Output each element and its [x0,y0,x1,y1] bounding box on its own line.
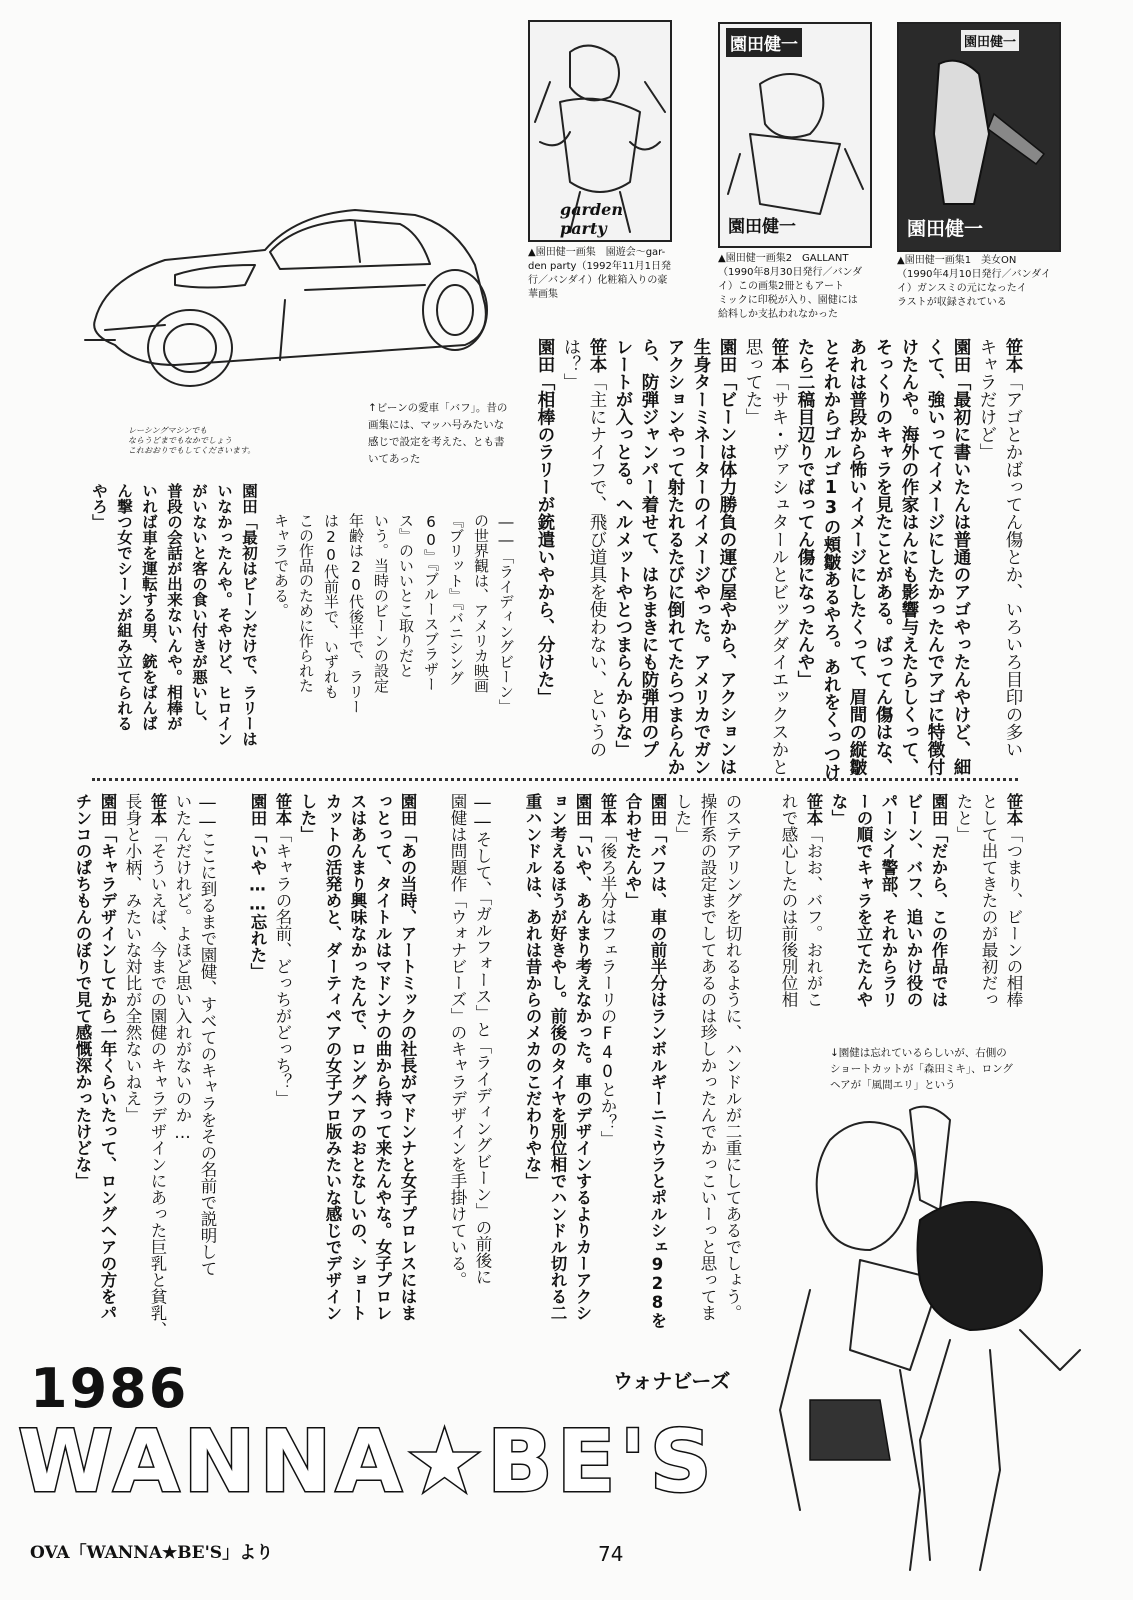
title-main: WANNA★BE'S [18,1412,716,1512]
narration-line: 60』『ブルースブラザー [422,513,440,692]
dialogue-line: ーの順でキャラを立てたんや [854,793,873,1008]
dialogue-line: たと」 [954,793,973,843]
car-handwritten-note: レーシングマシンでも ならうどまでもなかでしょう これおおりでもしてくださいます。 [128,426,256,455]
dialogue-line: いれば車を運転する男、銃をばんば [140,483,158,731]
narration-line: この作品のために作られた [297,513,315,693]
book-cover-subtitle: 園田健一 [907,218,984,240]
dialogue-line: カットの活発めと、ダーティペアの女子プロ版みたいな感じでデザイン [323,793,342,1321]
book-cover-bijo-on [897,22,1061,252]
dialogue-line: 「いや……忘れた」 [248,826,267,980]
dialogue-line: した」 [298,793,317,843]
dialogue-speaker: 笹本 [804,793,823,826]
source-credit: OVA「WANNA★BE'S」より [30,1543,274,1563]
dialogue-line: 「つまり、ビーンの相棒 [1004,826,1023,1008]
dialogue-line: 思ってた」 [743,338,763,426]
dialogue-line: ビーン、バフ、追いかけ役の [904,793,923,1008]
title-year: 1986 [30,1357,189,1420]
book-cover-subtitle: 園田健一 [728,217,796,237]
narration-line: 園健は問題作「ウォナビーズ」のキャラデザインを手掛けている。 [448,793,467,1288]
dialogue-line: 「相棒のラリーが銃遣いやから、分けた」 [535,373,555,706]
dialogue-line: 「アゴとかばってん傷とか、いろいろ目印の多い [1003,373,1023,758]
dialogue-speaker: 園田 [573,793,592,826]
dialogue-line: ら、防弾ジャンパー着せて、はちまきにも防弾用のプ [639,338,659,758]
car-illustration [55,200,505,410]
dialogue-line: した」 [673,793,692,843]
dialogue-speaker: 園田 [929,793,948,826]
dialogue-speaker: 園田 [535,338,555,373]
dialogue-speaker: 笹本 [587,338,607,373]
dialogue-line: 操作系の設定までしてあるのは珍しかったんでかっこいーっと思ってま [698,793,717,1321]
dialogue-speaker: 笹本 [273,793,292,826]
dialogue-speaker: 園田 [240,483,258,514]
dialogue-line: 「おお、バフ。おれがこ [804,826,823,1008]
dialogue-line: っとって、タイトルはマドンナの曲から持って来たんやな。女子プロレ [373,793,392,1321]
dialogue-speaker: 園田 [951,338,971,373]
book-cover-title: 園田健一 [961,30,1019,51]
dialogue-line: 「バフは、車の前半分はランボルギーニミウラとポルシェ928を [648,826,667,1329]
narration-block-1 [268,513,518,778]
narration-line: いう。当時のビーンの設定 [372,513,390,693]
book-cover-garden-party [528,20,672,242]
dialogue-line: あれは普段から怖いイメージにしたくって、眉間の縦皺 [847,338,867,776]
interview-upper-block [532,338,1026,781]
dialogue-line: 重ハンドルは、あれは昔からのメカのこだわりやな」 [523,793,542,1189]
dialogue-line: パーシイ警部、それからラリ [879,793,898,1008]
narration-line: いたんだけれど。よほど思い入れがないのか… [173,793,192,1142]
dialogue-line: レートが入っとる。ヘルメットやとつまらんからな」 [613,338,633,758]
dialogue-line: として出てきたのが最初だっ [979,793,998,1008]
dialogue-line: キャラだけど」 [977,338,997,461]
dialogue-line: 普段の会話が出来ないんや。相棒が [165,483,183,731]
narration-line: キャラである。 [272,513,290,618]
dialogue-speaker: 笹本 [1003,338,1023,373]
book-cover-gallant [718,22,872,248]
page-number: 74 [598,1542,624,1566]
dialogue-line: な」 [829,793,848,826]
dialogue-line: 「キャラデザインしてから一年くらいたって、ロングヘアの方をパ [98,826,117,1321]
dialogue-line: 合わせたんや」 [623,793,642,909]
dialogue-line: けたんや。海外の作家はんにも影響与えたらしくって、 [899,338,919,776]
dialogue-line: チンコのぱちもんのぼりで見て感慨深かったけどな」 [73,793,92,1189]
book-caption-3: ▲園田健一画集1 美女ON （1990年4月10日発行／バンダイ イ）ガンスミの元になったイ ラストが収録されている [897,255,1051,308]
dialogue-speaker: 園田 [648,793,667,826]
dialogue-line: 「後ろ半分はフェラーリのF40とか？」 [598,826,617,1147]
narration-line: ――ここに到るまで園健、すべてのキャラをその名前で説明して [198,793,217,1277]
narration-line: の世界観は、アメリカ映画 [472,513,490,693]
dialogue-line: ョン考えるほうが好きやし。前後のタイヤを別位相でハンドル切れる二 [548,793,567,1321]
dialogue-line: がいないと客の食い付きが悪いし、 [190,483,208,731]
book-cover-title: 園田健一 [726,28,802,57]
dialogue-speaker: 笹本 [598,793,617,826]
dialogue-line: 「最初に書いたんは普通のアゴやったんやけど、細 [951,373,971,776]
dialogue-speaker: 笹本 [148,793,167,826]
dialogue-line: スはあんまり興味なかったんで、ロングヘアのおとなしいの、ショート [348,793,367,1321]
dialogue-line: 「最初はビーンだけで、ラリーは [240,514,258,747]
dialogue-line: 「キャラの名前、どっちがどっち？」 [273,826,292,1107]
book-cover-title: garden party [560,200,623,238]
dialogue-line: そっくりのキャラを見たことがある。ばってん傷はな、 [873,338,893,776]
dialogue-line: れで感心したのは前後別位相 [779,793,798,1008]
dialogue-line: 「そういえば、今までの園健のキャラデザインにあった巨乳と貧乳、 [148,826,167,1338]
dialogue-speaker: 笹本 [769,338,789,373]
dialogue-line: 「サキ・ヴァシュタールとビッグダイエックスかと [769,373,789,776]
characters-illustration [770,1100,1100,1590]
dialogue-speaker: 園田 [717,338,737,373]
dialogue-line: ん撃つ女でシーンが組み立てられる [115,483,133,731]
dialogue-line: たら二稿目辺りでばってん傷になったんや」 [795,338,815,688]
narration-line: は20代前半で、いずれも [322,513,340,699]
dialogue-speaker: 園田 [248,793,267,826]
car-caption: ↑ビーンの愛車「バフ」。昔の 画集には、マッハ号みたいな 感じで設定を考えた、とも書 いてあった [368,402,508,465]
narration-line: 『ブリット』『バニシング [447,513,465,686]
dialogue-line: のステアリングを切れるように、ハンドルが二重にしてあるでしょう。 [723,793,742,1321]
narration-line: 年齢は20代後半で、ラリー [347,513,365,714]
dialogue-line: 「いや、あんまり考えなかった。車のデザインするよりカーアクシ [573,826,592,1321]
interview-upper-left-block [86,483,261,779]
dialogue-line: は？」 [561,338,581,391]
dialogue-line: 「ビーンは体力勝負の運び屋やから、アクションは [717,373,737,776]
dialogue-line: 生身ターミネーターのイメージやった。アメリカでガン [691,338,711,776]
dialogue-speaker: 園田 [98,793,117,826]
narration-line: ――そして、「ガルフォース」と「ライディングビーン」の前後に [473,793,492,1285]
book-caption-1: ▲園田健一画集 園遊会〜gar- den party（1992年11月1日発 行／バンダイ）化粧箱入りの豪 華画集 [528,247,671,300]
book-caption-2: ▲園田健一画集2 GALLANT （1990年8月30日発行／バンダ イ）この画集2冊ともアート ミックに印税が入り、園健には 給料しか支払われなかった [718,253,863,320]
dialogue-line: 「あの当時、アートミックの社長がマドンナと女子プロレスにはま [398,826,417,1321]
dialogue-line: やろ」 [90,483,108,530]
dialogue-speaker: 園田 [398,793,417,826]
dialogue-speaker: 笹本 [1004,793,1023,826]
narration-line: ――「ライディングビーン」 [497,513,515,714]
dialogue-line: とそれからゴルゴ13の頬皺あるやろ。あれをくっつけ [821,338,841,781]
characters-caption: ↓園健は忘れているらしいが、右側の ショートカットが「森田ミキ」、ロング ヘアが「風間エリ」という [830,1047,1013,1091]
dialogue-line: アクションやって射たれるたびに倒れてたらつまらんか [665,338,685,776]
dialogue-line: 「主にナイフで、飛び道具を使わない、というの [587,373,607,758]
dialogue-line: いなかったんや。そやけど、ヒロイン [215,483,233,747]
dialogue-line: 長身と小柄、みたいな対比が全然ないねえ」 [123,793,142,1123]
dialogue-line: 「だから、この作品では [929,826,948,1008]
title-katakana: ウォナビーズ [613,1369,731,1393]
interview-lower-block-long [70,793,745,1353]
narration-line: ス』のいいとこ取りだと [397,513,415,678]
dialogue-line: くて、強いってイメージにしたかったんでアゴに特徴付 [925,338,945,776]
section-divider [92,778,1018,781]
